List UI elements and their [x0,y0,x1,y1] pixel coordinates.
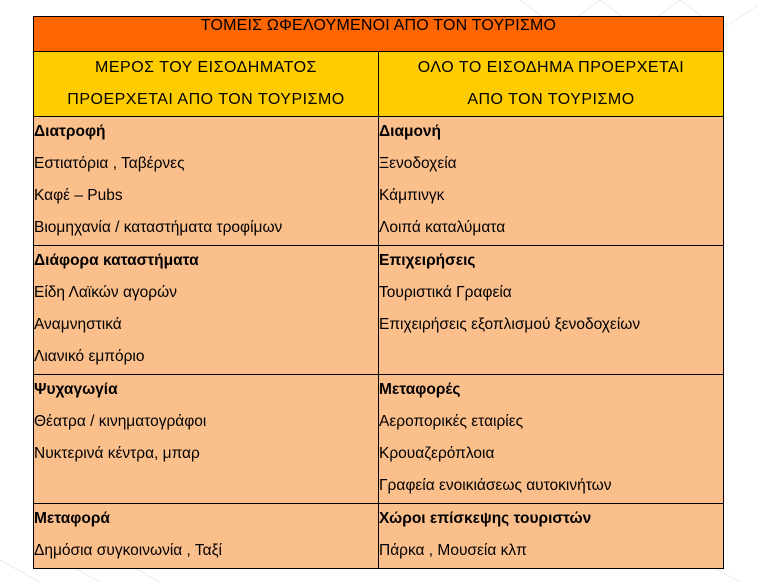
table-cell [34,375,379,504]
category-item: Αεροπορικές εταιρίες [379,413,524,430]
table-cell [379,246,724,375]
table-row [34,117,724,246]
category-heading: Ψυχαγωγία [34,381,118,398]
category-item: Γραφεία ενοικιάσεως αυτοκινήτων [379,477,612,494]
category-item: Πάρκα , Μουσεία κλπ [379,542,527,559]
category-heading: Επιχειρήσεις [379,252,476,269]
header-line: ΑΠΟ ΤΟΝ ΤΟΥΡΙΣΜΟ [467,91,635,108]
table-title: ΤΟΜΕΙΣ ΩΦΕΛΟΥΜΕΝΟΙ ΑΠΟ ΤΟΝ ΤΟΥΡΙΣΜΟ [34,17,724,52]
category-item: Εστιατόρια , Ταβέρνες [34,155,185,172]
table-cell [34,504,379,569]
category-item: Είδη Λαϊκών αγορών [34,284,177,301]
category-heading: Μεταφορά [34,510,110,527]
table-row [34,375,724,504]
category-item: Βιομηχανία / καταστήματα τροφίμων [34,219,283,236]
category-item: Ξενοδοχεία [379,155,457,172]
category-item: Λιανικό εμπόριο [34,348,145,365]
header-line: ΠΡΟΕΡΧΕΤΑΙ ΑΠΟ ΤΟΝ ΤΟΥΡΙΣΜΟ [67,91,345,108]
header-line: ΟΛΟ ΤΟ ΕΙΣΟΔΗΜΑ ΠΡΟΕΡΧΕΤΑΙ [417,59,685,76]
category-item: Θέατρα / κινηματογράφοι [34,413,207,430]
category-heading: Διαμονή [379,123,442,140]
category-heading: Διατροφή [34,123,106,140]
category-item: Δημόσια συγκοινωνία , Ταξί [34,542,222,559]
category-item: Καφέ – Pubs [34,187,123,204]
category-heading: Διάφορα καταστήματα [34,252,199,269]
category-item: Κρουαζερόπλοια [379,445,495,462]
table-cell [34,117,379,246]
tourism-sectors-table [33,16,724,569]
category-item: Κάμπινγκ [379,187,445,204]
category-item: Αναμνηστικά [34,316,122,333]
table-row [34,246,724,375]
category-item: Επιχειρήσεις εξοπλισμού ξενοδοχείων [379,316,641,333]
table-cell [379,504,724,569]
category-heading: Μεταφορές [379,381,461,398]
category-item: Λοιπά καταλύματα [379,219,506,236]
category-item: Νυκτερινά κέντρα, μπαρ [34,445,200,462]
header-full-income [379,52,724,117]
category-heading: Χώροι επίσκεψης τουριστών [379,510,592,527]
category-item: Τουριστικά Γραφεία [379,284,512,301]
header-line: ΜΕΡΟΣ ΤΟΥ ΕΙΣΟΔΗΜΑΤΟΣ [95,59,317,76]
table-row [34,504,724,569]
table-cell [34,246,379,375]
table-cell [379,117,724,246]
header-partial-income [34,52,379,117]
table-cell [379,375,724,504]
